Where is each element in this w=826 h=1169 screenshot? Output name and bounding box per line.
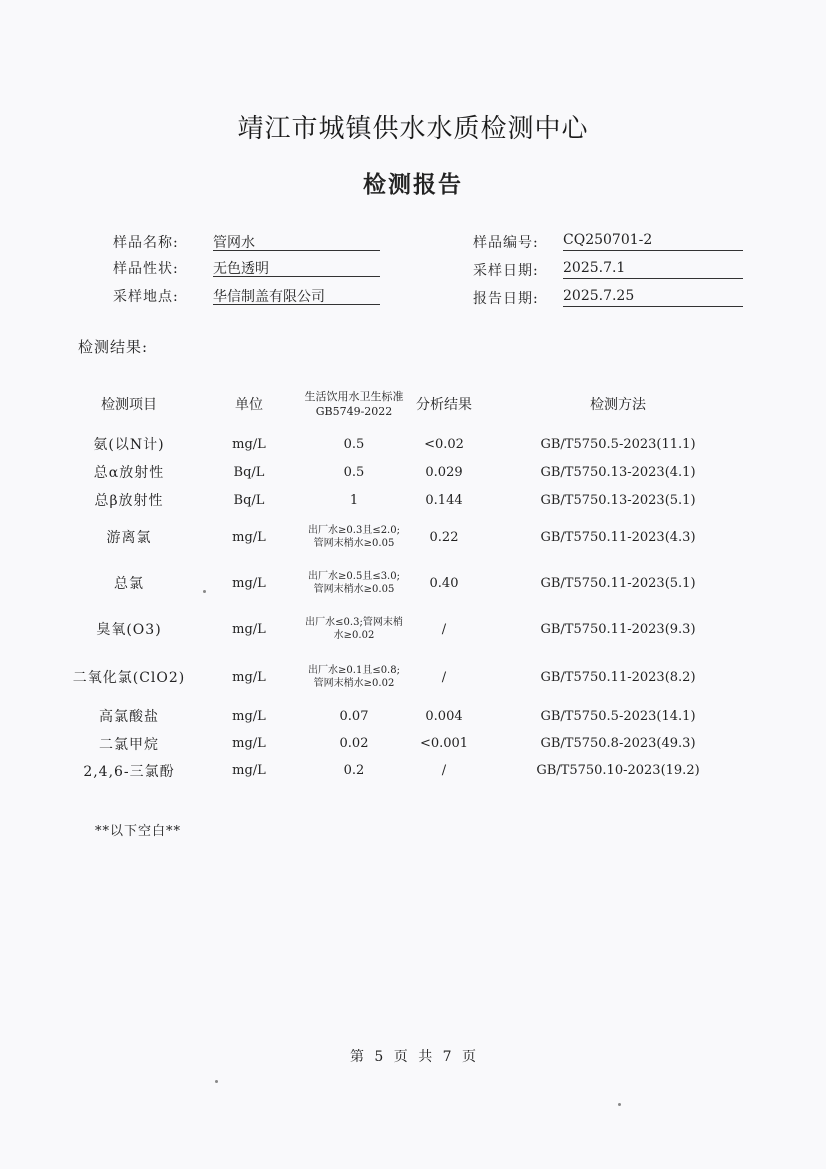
- row-unit: mg/L: [232, 529, 266, 545]
- row-method: GB/T5750.11-2023(4.3): [540, 529, 696, 545]
- table-row: [64, 757, 752, 784]
- row-method: GB/T5750.5-2023(14.1): [540, 708, 696, 724]
- row-unit: mg/L: [232, 708, 266, 724]
- row-unit: mg/L: [232, 575, 266, 591]
- row-method: GB/T5750.11-2023(8.2): [540, 669, 696, 685]
- row-unit: mg/L: [232, 621, 266, 637]
- sample-id-label: 样品编号:: [473, 235, 539, 251]
- scan-speck: [203, 590, 206, 593]
- header-result: 分析结果: [416, 397, 472, 413]
- scan-speck: [618, 1103, 621, 1106]
- row-unit: Bq/L: [233, 464, 265, 480]
- organization-title: 靖江市城镇供水水质检测中心: [237, 114, 589, 144]
- sample-nature-value: 无色透明: [213, 256, 380, 277]
- row-item: 二氯甲烷: [99, 736, 159, 753]
- row-result: /: [441, 763, 447, 778]
- sample-nature-label: 样品性状:: [113, 261, 179, 277]
- row-standard: 出厂水≤0.3;管网末梢水≥0.02: [305, 617, 403, 641]
- scan-speck: [215, 1080, 218, 1083]
- row-method: GB/T5750.10-2023(19.2): [536, 763, 700, 778]
- results-section-label: 检测结果:: [78, 338, 149, 356]
- table-row: [64, 430, 752, 458]
- sample-id-value: CQ250701-2: [563, 230, 743, 251]
- row-standard: 0.2: [343, 763, 365, 778]
- row-result: 0.004: [425, 708, 463, 724]
- row-item: 总β放射性: [94, 493, 164, 509]
- row-unit: mg/L: [232, 763, 266, 778]
- sampling-date-row: [473, 258, 745, 280]
- sample-name-label: 样品名称:: [113, 235, 179, 251]
- row-item: 高氯酸盐: [99, 709, 159, 725]
- table-row: [64, 486, 752, 514]
- sampling-location-label: 采样地点:: [113, 289, 179, 305]
- row-item: 二氧化氯(ClO2): [72, 670, 186, 686]
- header-item: 检测项目: [101, 397, 157, 413]
- row-standard: 0.5: [343, 436, 365, 452]
- sample-nature-row: [113, 256, 383, 278]
- row-result: /: [441, 669, 447, 685]
- row-item: 2,4,6-三氯酚: [83, 763, 175, 780]
- row-method: GB/T5750.13-2023(5.1): [540, 492, 696, 508]
- row-standard: 出厂水≥0.1且≤0.8;管网末梢水≥0.02: [308, 665, 400, 689]
- row-item: 游离氯: [106, 530, 152, 546]
- sampling-date-label: 采样日期:: [473, 263, 539, 279]
- table-row: [64, 702, 752, 730]
- sampling-location-row: [113, 284, 383, 306]
- table-row: [64, 458, 752, 486]
- row-unit: mg/L: [232, 736, 266, 751]
- row-result: <0.02: [424, 436, 464, 452]
- header-standard: 生活饮用水卫生标准GB5749-2022: [304, 390, 404, 418]
- report-date-label: 报告日期:: [473, 291, 539, 307]
- row-result: 0.144: [425, 492, 463, 508]
- report-date-row: [473, 286, 745, 308]
- end-of-content-note: **以下空白**: [95, 824, 182, 839]
- row-method: GB/T5750.13-2023(4.1): [540, 464, 696, 480]
- row-item: 氨(以N计): [93, 437, 165, 453]
- table-header-row: [64, 378, 752, 430]
- row-method: GB/T5750.5-2023(11.1): [540, 436, 696, 452]
- header-method: 检测方法: [590, 397, 646, 413]
- report-date-value: 2025.7.25: [563, 286, 743, 307]
- sample-name-row: [113, 230, 383, 252]
- row-standard: 0.5: [343, 464, 365, 480]
- row-item: 臭氧(O3): [96, 622, 162, 638]
- row-method: GB/T5750.11-2023(9.3): [540, 621, 696, 637]
- row-unit: mg/L: [232, 436, 266, 452]
- row-unit: mg/L: [232, 669, 266, 685]
- page-footer: 第 5 页 共 7 页: [349, 1049, 477, 1065]
- sample-id-row: [473, 230, 745, 252]
- row-result: 0.40: [429, 575, 459, 591]
- row-item: 总α放射性: [93, 465, 165, 481]
- row-standard: 1: [349, 492, 359, 508]
- header-unit: 单位: [235, 397, 263, 413]
- table-row: [64, 652, 752, 702]
- row-unit: Bq/L: [233, 492, 265, 508]
- table-row: [64, 606, 752, 652]
- table-row: [64, 514, 752, 560]
- sampling-date-value: 2025.7.1: [563, 258, 743, 279]
- row-result: 0.029: [425, 464, 463, 480]
- row-result: /: [441, 621, 447, 637]
- row-method: GB/T5750.8-2023(49.3): [540, 736, 696, 751]
- row-result: <0.001: [419, 736, 469, 751]
- row-item: 总氯: [114, 576, 144, 592]
- sampling-location-value: 华信制盖有限公司: [213, 284, 380, 305]
- row-method: GB/T5750.11-2023(5.1): [540, 575, 696, 591]
- row-standard: 出厂水≥0.3且≤2.0;管网末梢水≥0.05: [308, 525, 400, 549]
- row-standard: 0.07: [339, 708, 369, 724]
- row-standard: 0.02: [339, 736, 369, 751]
- sample-name-value: 管网水: [213, 230, 380, 251]
- row-result: 0.22: [429, 529, 459, 545]
- table-row: [64, 730, 752, 757]
- row-standard: 出厂水≥0.5且≤3.0;管网末梢水≥0.05: [308, 571, 400, 595]
- report-title: 检测报告: [363, 171, 463, 198]
- table-row: [64, 560, 752, 606]
- results-table: [64, 378, 752, 784]
